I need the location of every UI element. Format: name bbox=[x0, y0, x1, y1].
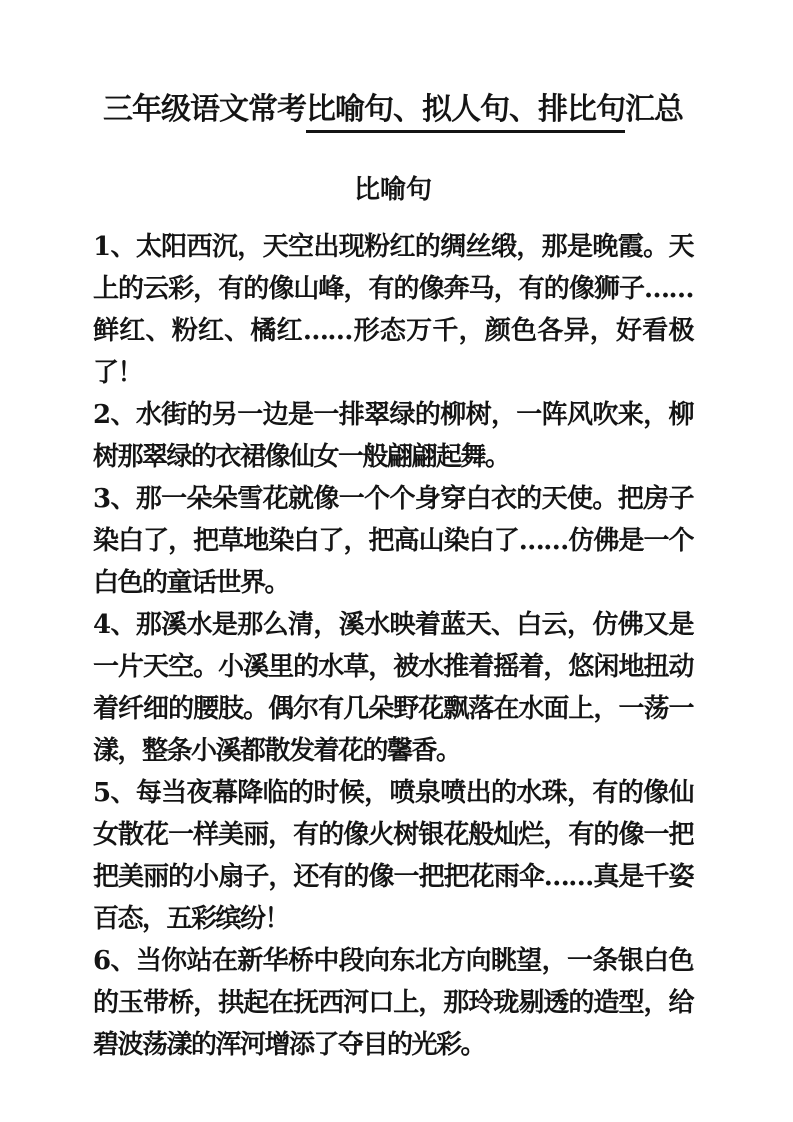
paragraph-6: 6、当你站在新华桥中段向东北方向眺望，一条银白色的玉带桥，拱起在抚西河口上，那玲珑剔透的造型，给碧波荡漾的浑河增添了夺目的光彩。 bbox=[93, 946, 693, 1060]
sentence-list bbox=[93, 226, 693, 1066]
section-heading-biyuju: 比喻句 bbox=[353, 175, 432, 205]
paragraph-2: 2、水街的另一边是一排翠绿的柳树，一阵风吹来，柳树那翠绿的衣裙像仙女一般翩翩起舞。 bbox=[93, 400, 693, 472]
title-suffix: 汇总 bbox=[625, 92, 683, 127]
paragraph-3: 3、那一朵朵雪花就像一个个身穿白衣的天使。把房子染白了，把草地染白了，把高山染白了……仿佛是一个白色的童话世界。 bbox=[93, 484, 693, 598]
title-prefix: 三年级语文常考 bbox=[103, 92, 306, 127]
paragraph-4: 4、那溪水是那么清，溪水映着蓝天、白云，仿佛又是一片天空。小溪里的水草，被水推着摇着，悠闲地扭动着纤细的腰肢。偶尔有几朵野花飘落在水面上，一荡一漾，整条小溪都散发着花的馨香。 bbox=[93, 610, 693, 766]
paragraph-1: 1、太阳西沉，天空出现粉红的绸丝缎，那是晚霞。天上的云彩，有的像山峰，有的像奔马，有的像狮子……鲜红、粉红、橘红……形态万千，颜色各异，好看极了！ bbox=[93, 232, 693, 388]
title-underlined-segment: 比喻句、拟人句、排比句 bbox=[306, 92, 625, 133]
document-title bbox=[93, 88, 693, 132]
paragraph-5: 5、每当夜幕降临的时候，喷泉喷出的水珠，有的像仙女散花一样美丽，有的像火树银花般灿烂，有的像一把把美丽的小扇子，还有的像一把把花雨伞……真是千姿百态，五彩缤纷！ bbox=[93, 778, 693, 934]
